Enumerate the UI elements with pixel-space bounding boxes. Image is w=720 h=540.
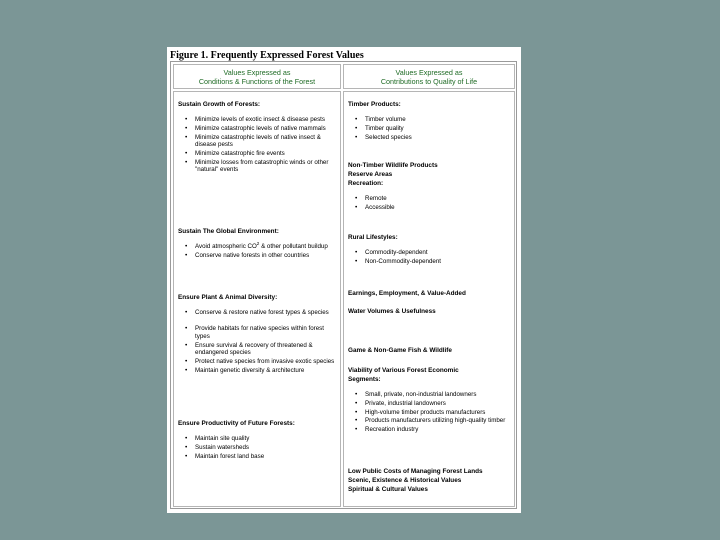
list-item: • Timber volume (348, 116, 512, 123)
section-earnings (348, 289, 512, 298)
section-heading: Rural Lifestyles: (348, 234, 398, 241)
section-heading: Scenic, Existence & Historical Values (348, 477, 462, 484)
section-water (348, 307, 512, 316)
list-item: • Non-Commodity-dependent (348, 258, 512, 265)
list-item: • Private, industrial landowners (348, 400, 512, 407)
section-heading: Ensure Plant & Animal Diversity: (178, 294, 278, 301)
list-item: • Remote (348, 195, 512, 202)
left-header-line1: Values Expressed as (223, 68, 291, 77)
section-heading: Timber Products: (348, 101, 401, 108)
section-heading: Reserve Areas (348, 171, 393, 178)
section-fish-wildlife (348, 346, 512, 355)
left-column (173, 91, 341, 507)
section-economic-viability (348, 366, 512, 435)
section-heading: Low Public Costs of Managing Forest Lands (348, 468, 483, 475)
list-item: • Provide habitats for native species within forest types (178, 325, 336, 340)
section-sustain-growth (178, 100, 336, 175)
list-item: • Maintain genetic diversity & architecture (178, 367, 336, 374)
list-item: • Avoid atmospheric $CO^2$ & other pollutant buildup (178, 243, 336, 250)
section-global-environment (178, 227, 336, 261)
list-item: • Minimize catastrophic levels of native mammals (178, 125, 336, 132)
section-heading: Segments: (348, 376, 381, 383)
figure-title: Figure 1. Frequently Expressed Forest Values (170, 50, 364, 61)
list-item: • Small, private, non-industrial landowners (348, 391, 512, 398)
section-heading: Viability of Various Forest Economic (348, 367, 459, 374)
section-heading: Water Volumes & Usefulness (348, 308, 436, 315)
list-item: • Recreation industry (348, 426, 512, 433)
section-heading: Non-Timber Wildlife Products (348, 162, 438, 169)
list-item: • Minimize losses from catastrophic winds or other "natural" events (178, 159, 336, 174)
section-heading: Spiritual & Cultural Values (348, 486, 428, 493)
list-item: • Maintain forest land base (178, 453, 336, 460)
list-item: • Conserve & restore native forest types & species (178, 309, 336, 316)
section-non-timber-recreation (348, 161, 512, 213)
list-item: • Ensure survival & recovery of threatened & endangered species (178, 342, 336, 357)
list-item: • Protect native species from invasive exotic species (178, 358, 336, 365)
section-heading: Sustain Growth of Forests: (178, 101, 261, 108)
list-item: • High-volume timber products manufacturers (348, 409, 512, 416)
list-item: • Commodity-dependent (348, 249, 512, 256)
section-timber-products (348, 100, 512, 142)
list-item: • Timber quality (348, 125, 512, 132)
right-column-header (343, 64, 515, 89)
forest-values-table (170, 61, 517, 509)
section-future-productivity (178, 419, 336, 461)
list-item: • Minimize catastrophic levels of native insect & disease pests (178, 134, 336, 149)
right-header-line1: Values Expressed as (395, 68, 463, 77)
section-heading: Earnings, Employment, & Value-Added (348, 290, 466, 297)
section-heading: Game & Non-Game Fish & Wildlife (348, 347, 452, 354)
section-rural-lifestyles (348, 233, 512, 267)
list-item: • Minimize catastrophic fire events (178, 150, 336, 157)
list-item: • Selected species (348, 134, 512, 141)
list-item: • Sustain watersheds (178, 444, 336, 451)
section-heading: Recreation: (348, 180, 384, 187)
list-item: • Maintain site quality (178, 435, 336, 442)
section-heading: Sustain The Global Environment: (178, 228, 279, 235)
document-page (167, 47, 521, 513)
section-heading: Ensure Productivity of Future Forests: (178, 420, 295, 427)
list-item: • Accessible (348, 204, 512, 211)
section-public-costs (348, 467, 512, 494)
list-item: • Conserve native forests in other countries (178, 252, 336, 259)
left-header-line2: Conditions & Functions of the Forest (198, 77, 316, 86)
list-item: • Minimize levels of exotic insect & disease pests (178, 116, 336, 123)
left-column-header (173, 64, 341, 89)
right-header-line2: Contributions to Quality of Life (380, 77, 478, 86)
right-column (343, 91, 515, 507)
section-plant-animal-diversity (178, 293, 336, 375)
list-item: • Products manufacturers utilizing high-quality timber (348, 417, 512, 424)
